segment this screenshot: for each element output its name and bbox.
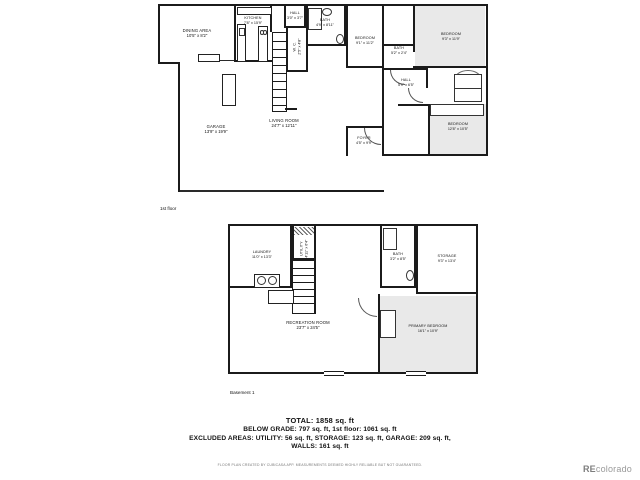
room-label: BATH bbox=[392, 252, 404, 256]
primary-closet bbox=[380, 310, 396, 338]
room-label: DINING AREA bbox=[182, 28, 212, 33]
wall-exterior-bottom-right bbox=[382, 154, 488, 156]
room-dimension: 10'5" x 8'2" bbox=[186, 33, 208, 39]
room-label: W. C. bbox=[292, 41, 297, 52]
wall-basement-top bbox=[228, 224, 478, 226]
wall-living-top bbox=[285, 108, 297, 110]
room-kitchen bbox=[228, 16, 278, 25]
kitchen-sink-icon bbox=[239, 28, 245, 36]
room-label: LIVING ROOM bbox=[269, 118, 299, 123]
room-hall-right bbox=[384, 78, 428, 87]
wall-exterior-left-upper bbox=[158, 4, 160, 62]
dryer-icon bbox=[268, 276, 277, 285]
closet-shelf-2 bbox=[454, 88, 482, 102]
room-wc bbox=[292, 27, 301, 67]
brand-watermark bbox=[583, 464, 632, 474]
wall-wc-right bbox=[306, 46, 308, 72]
sink-icon bbox=[322, 8, 332, 16]
rec-closet bbox=[268, 290, 294, 304]
room-label: GARAGE bbox=[206, 124, 226, 129]
room-bedroom-3 bbox=[430, 122, 486, 131]
room-storage bbox=[418, 254, 476, 263]
staircase-first-floor bbox=[272, 32, 287, 112]
room-label: LAUNDRY bbox=[252, 250, 272, 254]
wall-utility-right bbox=[314, 226, 316, 260]
door-swing-icon-rec bbox=[358, 298, 377, 317]
room-dimension: 5'2" x 2'4" bbox=[390, 50, 408, 55]
below-grade-area: BELOW GRADE: 797 sq. ft, 1st floor: 1061 sq. ft bbox=[243, 426, 397, 433]
room-bath-small bbox=[382, 46, 416, 55]
bathtub-icon-basement bbox=[383, 228, 397, 250]
bedroom3-closet bbox=[430, 104, 484, 116]
room-label: FOYER bbox=[357, 136, 371, 140]
garage-door-threshold bbox=[180, 190, 270, 192]
room-dimension: 5'9" x 6'5" bbox=[397, 82, 415, 87]
room-label: UTILITY bbox=[299, 241, 304, 257]
wall-basement-window-2 bbox=[406, 371, 426, 376]
room-dimension: 7'8" x 15'9" bbox=[243, 20, 263, 25]
room-label: HALL bbox=[290, 11, 300, 15]
room-dimension: 4'9" x 8'11" bbox=[316, 22, 334, 27]
room-dimension: 11'0" x 13'3" bbox=[252, 254, 272, 259]
brand-re: RE bbox=[582, 464, 596, 474]
room-dimension: 3'2" x 8'5" bbox=[389, 256, 407, 261]
room-dimension: 9'3" x 13'4" bbox=[437, 258, 457, 263]
room-label: HALL bbox=[401, 78, 411, 82]
room-living bbox=[244, 118, 324, 129]
room-dimension: 13'9" x 19'9" bbox=[204, 129, 228, 135]
room-dimension: 24'7" x 12'11" bbox=[271, 123, 297, 129]
wall-garage-step bbox=[158, 62, 180, 64]
room-label: BATH bbox=[319, 18, 331, 22]
room-primary-bedroom bbox=[386, 324, 470, 333]
disclaimer-text: FLOOR PLAN CREATED BY CUBICASA APP. MEASUREMENTS DEEMED HIGHLY RELIABLE BUT NOT GUARANTEED. bbox=[217, 463, 423, 467]
wall-basement-left bbox=[228, 224, 230, 374]
room-bedroom-1 bbox=[344, 36, 386, 45]
first-floor-label: 1st floor bbox=[160, 206, 177, 211]
pantry-counter bbox=[222, 74, 236, 106]
wall-bath-bottom bbox=[306, 44, 346, 46]
room-dimension: 9'1" x 11'2" bbox=[356, 40, 374, 45]
excluded-areas: EXCLUDED AREAS: UTILITY: 56 sq. ft, STORAGE: 123 sq. ft, GARAGE: 209 sq. ft, bbox=[189, 434, 451, 442]
area-summary bbox=[0, 414, 640, 450]
washer-icon bbox=[257, 276, 266, 285]
room-laundry bbox=[234, 250, 290, 259]
toilet-icon-basement bbox=[406, 270, 414, 281]
wall-bath-basement-bottom bbox=[380, 286, 416, 288]
brand-colorado: colorado bbox=[595, 464, 632, 474]
room-dining-area bbox=[166, 28, 228, 39]
room-bath-first-floor bbox=[304, 18, 346, 27]
room-dimension: 3'0" x 3'7" bbox=[286, 15, 304, 20]
room-label: BEDROOM bbox=[440, 32, 462, 36]
dining-cabinet bbox=[198, 54, 220, 62]
wall-bedroom1-bottom bbox=[346, 66, 384, 68]
toilet-icon bbox=[336, 34, 344, 44]
kitchen-counter-top bbox=[237, 7, 272, 15]
room-dimension: 2'5" x 4'8" bbox=[297, 38, 301, 55]
wall-storage-bottom bbox=[416, 292, 476, 294]
walls-area: WALLS: 161 sq. ft bbox=[291, 443, 349, 450]
room-bath-basement bbox=[380, 252, 416, 261]
total-area: TOTAL: 1858 sq. ft bbox=[285, 415, 355, 425]
room-label: BATH bbox=[393, 46, 405, 50]
room-label: BEDROOM bbox=[354, 36, 376, 40]
room-label: KITCHEN bbox=[244, 16, 262, 20]
room-dimension: 4'11" x 6'4" bbox=[304, 239, 308, 258]
basement-plan bbox=[228, 224, 478, 376]
room-dimension: 9'3" x 11'9" bbox=[442, 36, 460, 41]
staircase-basement bbox=[292, 260, 316, 314]
wall-stairs-right bbox=[314, 260, 316, 314]
first-floor-plan bbox=[158, 4, 488, 194]
basement-label: Basement 1 bbox=[230, 390, 255, 395]
room-dimension: 12'8" x 10'5" bbox=[447, 126, 469, 131]
room-dimension: 23'7" x 24'5" bbox=[296, 325, 320, 331]
stove-burner-icon-2 bbox=[263, 30, 268, 35]
wall-basement-window-1 bbox=[324, 371, 344, 376]
room-bedroom-2 bbox=[420, 32, 482, 41]
room-garage bbox=[178, 124, 254, 135]
door-swing-icon-hall-2 bbox=[408, 88, 423, 103]
room-label: PRIMARY BEDROOM bbox=[408, 324, 448, 328]
room-label: BEDROOM bbox=[447, 122, 469, 126]
room-dimension: 16'1" x 10'9" bbox=[417, 328, 439, 333]
room-label: RECREATION ROOM bbox=[286, 320, 330, 325]
room-recreation bbox=[268, 320, 348, 331]
room-dimension: 4'5" x 9'9" bbox=[355, 140, 373, 145]
wall-wc-bottom bbox=[286, 70, 308, 72]
room-label: STORAGE bbox=[437, 254, 457, 258]
